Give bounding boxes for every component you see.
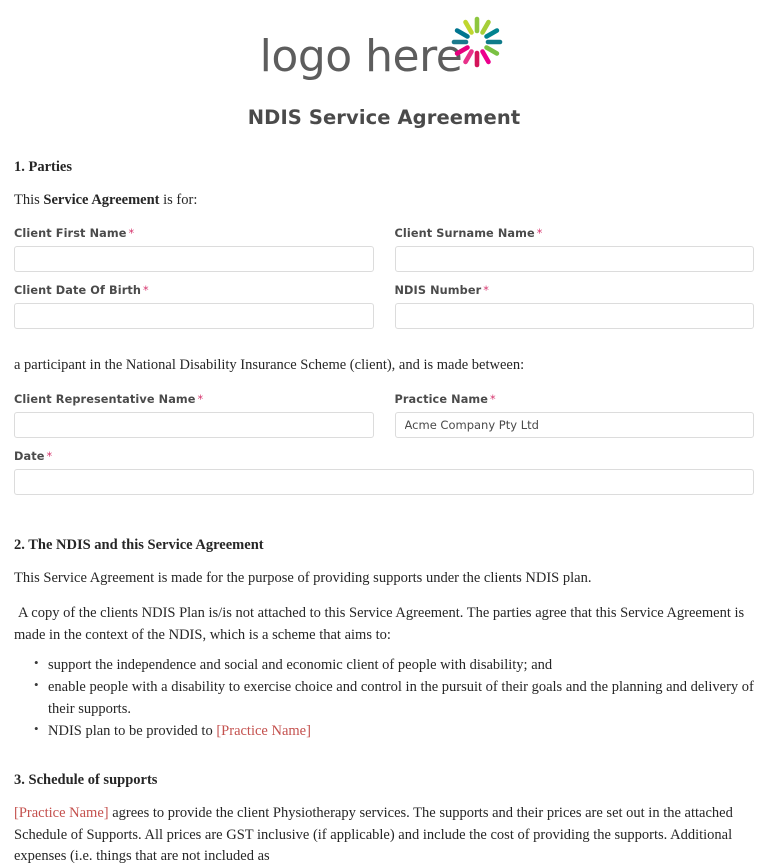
field-group-client-date-of-birth	[14, 284, 374, 329]
page-title: NDIS Service Agreement	[247, 106, 521, 129]
practice-name-token: [Practice Name]	[14, 805, 109, 822]
parties-intro-prefix: This	[14, 192, 44, 208]
label-client-surname-name	[395, 227, 755, 240]
ndis-aims-list	[14, 646, 754, 742]
required-marker: *	[483, 284, 490, 298]
form-row-3	[14, 393, 754, 438]
practice-name-input[interactable]	[395, 412, 755, 438]
ndis-number-input[interactable]	[395, 303, 755, 329]
label-client-representative-name	[14, 393, 374, 406]
field-group-client-first-name	[14, 227, 374, 272]
label-client-date-of-birth	[14, 284, 374, 297]
label-text: Client First Name	[14, 227, 127, 241]
parties-form-bottom	[14, 377, 754, 495]
label-text: NDIS Number	[394, 284, 482, 298]
list-item	[48, 654, 754, 676]
section-heading-parties: 1. Parties	[14, 159, 72, 175]
label-ndis-number	[395, 284, 755, 297]
parties-intro	[14, 176, 754, 211]
form-row-2	[14, 284, 754, 329]
parties-form-top	[14, 211, 754, 329]
date-input[interactable]	[14, 469, 754, 495]
logo-text: logo here	[259, 31, 463, 82]
list-item	[48, 676, 754, 720]
client-surname-name-input[interactable]	[395, 246, 755, 272]
client-date-of-birth-input[interactable]	[14, 303, 374, 329]
form-row-1	[14, 227, 754, 272]
field-group-client-surname-name	[395, 227, 755, 272]
bullet-text: NDIS plan to be provided to	[48, 723, 217, 740]
label-practice-name	[395, 393, 755, 406]
field-group-client-representative-name	[14, 393, 374, 438]
ndis-paragraph-2: A copy of the clients NDIS Plan is/is not attached to this Service Agreement. The parties agree that this Service Agreement is made in the context of the NDIS, which is a scheme that aims to:	[14, 605, 745, 643]
parties-between-text: a participant in the National Disability Insurance Scheme (client), and is made between:	[14, 357, 525, 374]
ndis-paragraph-1: This Service Agreement is made for the purpose of providing supports under the clients NDIS plan.	[14, 569, 592, 586]
required-marker: *	[536, 227, 543, 241]
label-client-first-name	[14, 227, 374, 240]
field-group-ndis-number	[395, 284, 755, 329]
parties-intro-suffix: is for:	[159, 192, 198, 208]
form-row-4	[14, 450, 754, 495]
bullet-text: support the independence and social and economic client of people with disability; and	[48, 657, 553, 674]
client-first-name-input[interactable]	[14, 246, 374, 272]
schedule-paragraph-rest: agrees to provide the client Physiotherapy services. The supports and their prices are set out in the attached Schedule of Supports. All prices are GST inclusive (if applicable) and include the cost of providing the supports. Additional expenses (i.e. things that are not included as	[14, 805, 733, 865]
parties-intro-bold: Service Agreement	[43, 192, 160, 208]
label-text: Practice Name	[394, 392, 489, 406]
schedule-paragraph	[14, 789, 754, 867]
label-text: Date	[14, 449, 45, 463]
required-marker: *	[128, 227, 135, 241]
required-marker: *	[197, 392, 204, 406]
label-text: Client Representative Name	[14, 392, 196, 406]
field-group-date	[14, 450, 754, 495]
required-marker: *	[143, 284, 149, 298]
section-heading-ndis: 2. The NDIS and this Service Agreement	[14, 536, 264, 553]
starburst-icon	[446, 11, 508, 73]
label-date	[14, 450, 754, 463]
client-representative-name-input[interactable]	[14, 412, 374, 438]
label-text: Client Date Of Birth	[14, 284, 142, 298]
label-text: Client Surname Name	[394, 227, 535, 241]
logo	[14, 0, 754, 82]
field-group-practice-name	[395, 393, 755, 438]
list-item	[48, 720, 754, 742]
bullet-text: enable people with a disability to exercise choice and control in the pursuit of their goals and the planning and delivery of their supports.	[48, 679, 754, 718]
logo-inner	[259, 11, 509, 82]
practice-name-token: [Practice Name]	[216, 723, 311, 740]
required-marker: *	[490, 392, 496, 406]
required-marker: *	[46, 449, 53, 463]
section-heading-schedule: 3. Schedule of supports	[14, 772, 158, 789]
